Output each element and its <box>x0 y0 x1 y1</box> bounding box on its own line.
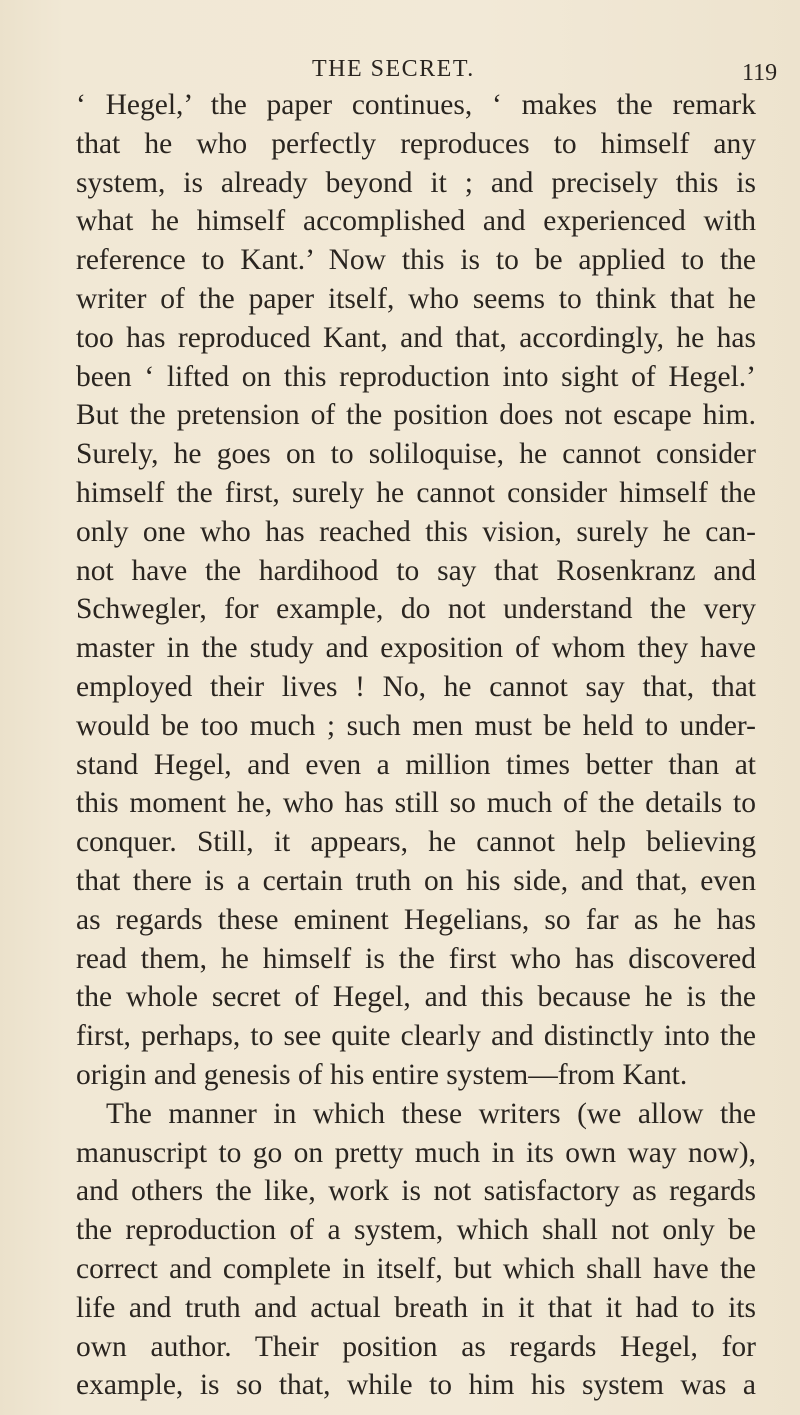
text-line: would be too much ; such men must be held to under- <box>76 709 756 742</box>
text-line: employed their lives ! No, he cannot say that, that <box>76 670 756 703</box>
page-header <box>0 44 800 84</box>
text-line: been ‘ lifted on this reproduction into sight of Hegel.’ <box>76 360 756 393</box>
text-line: master in the study and exposition of whom they have <box>76 632 756 665</box>
text-line: reference to Kant.’ Now this is to be applied to the <box>76 244 756 277</box>
text-line: only one who has reached this vision, surely he can- <box>76 515 756 548</box>
text-line: the reproduction of a system, which shall not only be <box>76 1214 756 1247</box>
text-line: himself the first, surely he cannot consider himself the <box>76 476 756 509</box>
text-line: correct and complete in itself, but which shall have the <box>76 1252 756 1285</box>
text-line: example, is so that, while to him his system was a <box>76 1369 756 1402</box>
text-line: writer of the paper itself, who seems to think that he <box>76 282 756 315</box>
text-line: manuscript to go on pretty much in its own way now), <box>76 1136 756 1169</box>
text-line: life and truth and actual breath in it that it had to its <box>76 1291 756 1324</box>
text-line: too has reproduced Kant, and that, accordingly, he has <box>76 321 756 354</box>
body-text <box>76 86 756 1405</box>
text-line: not have the hardihood to say that Rosenkranz and <box>76 554 756 587</box>
text-line: ‘ Hegel,’ the paper continues, ‘ makes the remark <box>76 89 756 121</box>
running-head: THE SECRET. <box>312 56 475 82</box>
text-line: Schwegler, for example, do not understand the very <box>76 593 756 626</box>
text-line: origin and genesis of his entire system—from Kant. <box>76 1058 688 1091</box>
text-line: But the pretension of the position does not escape him. <box>76 399 756 432</box>
text-line: as regards these eminent Hegelians, so far as he has <box>76 903 756 936</box>
text-line: what he himself accomplished and experienced with <box>76 205 756 238</box>
text-line: The manner in which these writers (we allow the <box>106 1097 756 1130</box>
text-line: read them, he himself is the first who has discovered <box>76 942 756 975</box>
text-line: conquer. Still, it appears, he cannot help believing <box>76 826 756 859</box>
text-line: that there is a certain truth on his side, and that, even <box>76 864 756 897</box>
text-line: Surely, he goes on to soliloquise, he cannot consider <box>76 438 756 471</box>
text-line: first, perhaps, to see quite clearly and distinctly into the <box>76 1020 756 1053</box>
text-line: the whole secret of Hegel, and this because he is the <box>76 981 756 1014</box>
page-number: 119 <box>742 60 778 86</box>
text-line: this moment he, who has still so much of the details to <box>76 787 756 820</box>
text-line: stand Hegel, and even a million times better than at <box>76 748 756 781</box>
text-line: system, is already beyond it ; and precisely this is <box>76 166 756 199</box>
text-line: and others the like, work is not satisfactory as regards <box>76 1175 756 1208</box>
text-line: that he who perfectly reproduces to himself any <box>76 127 756 160</box>
text-line: own author. Their position as regards Hegel, for <box>76 1330 756 1363</box>
